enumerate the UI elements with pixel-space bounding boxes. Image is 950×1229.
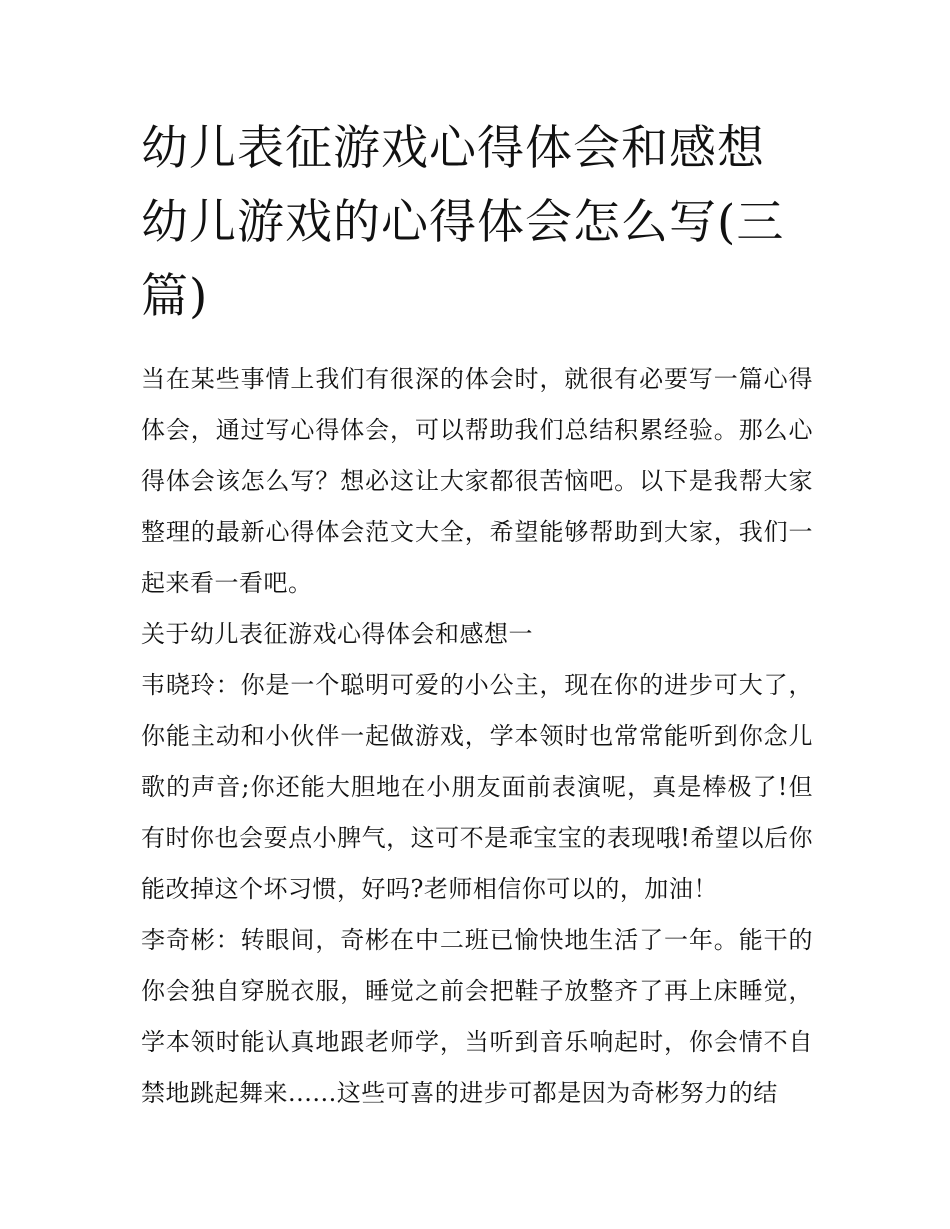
- intro-paragraph: 当在某些事情上我们有很深的体会时，就很有必要写一篇心得体会，通过写心得体会，可以帮助我们总结积累经验。那么心得体会该怎么写？想必这让大家都很苦恼吧。以下是我帮大家整理的最新心得体会范文大全，希望能够帮助到大家，我们一起来看一看吧。: [141, 365, 813, 597]
- document-page: [141, 112, 813, 1119]
- body-paragraph-2: 李奇彬：转眼间，奇彬在中二班已愉快地生活了一年。能干的你会独自穿脱衣服，睡觉之前会把鞋子放整齐了再上床睡觉，学本领时能认真地跟老师学，当听到音乐响起时，你会情不自禁地跳起舞来......这些可喜的进步可都是因为奇彬努力的结: [141, 926, 813, 1107]
- document-title: 幼儿表征游戏心得体会和感想 幼儿游戏的心得体会怎么写(三篇): [141, 121, 785, 324]
- document-body: [141, 354, 813, 1119]
- body-paragraph-1: 韦晓玲：你是一个聪明可爱的小公主，现在你的进步可大了，你能主动和小伙伴一起做游戏，学本领时也常常能听到你念儿歌的声音;你还能大胆地在小朋友面前表演呢，真是棒极了!但有时你也会耍点小脾气，这可不是乖宝宝的表现哦!希望以后你能改掉这个坏习惯，好吗?老师相信你可以的，加油！: [141, 671, 813, 903]
- section-heading: 关于幼儿表征游戏心得体会和感想一: [141, 620, 533, 648]
